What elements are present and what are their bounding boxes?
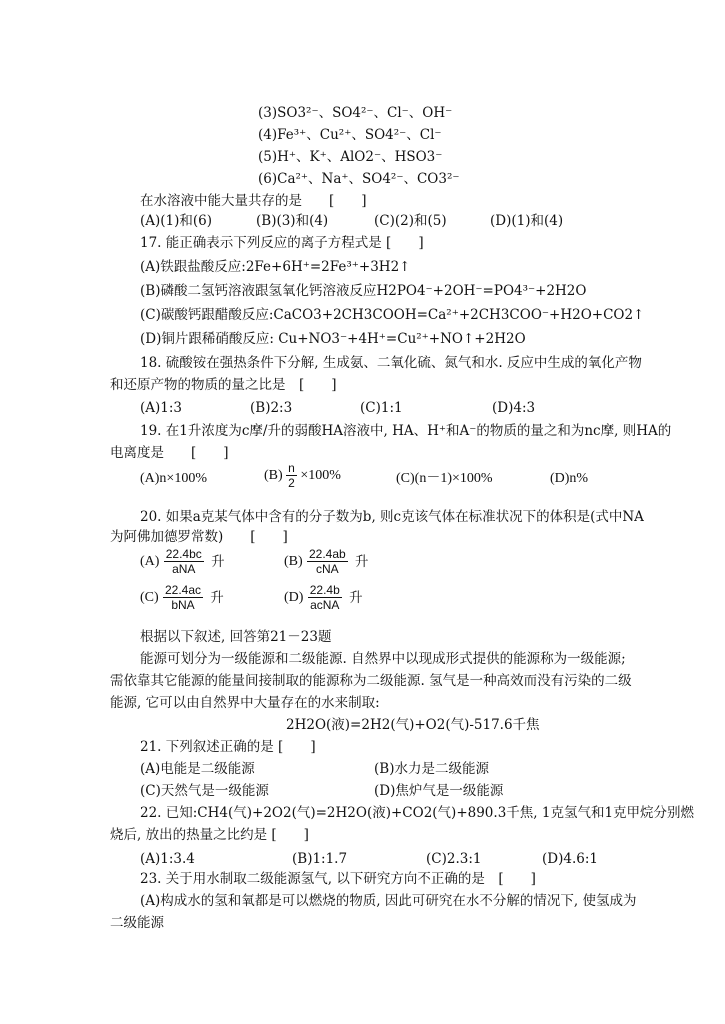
q19-option-b-tail: ×100% bbox=[300, 468, 341, 483]
passage-equation: 2H2O(液)=2H2(气)+O2(气)-517.6千焦 bbox=[286, 717, 540, 733]
q17-stem: 17. 能正确表示下列反应的离子方程式是 [ ] bbox=[140, 235, 424, 251]
q20-option-a-unit: 升 bbox=[211, 554, 225, 570]
passage-line2: 需依靠其它能源的能量间接制取的能源称为二级能源. 氢气是一种高效而没有污染的二级 bbox=[110, 673, 632, 689]
q21-option-d: (D)焦炉气是一级能源 bbox=[374, 783, 504, 799]
q19-option-b-numerator: n bbox=[288, 461, 295, 475]
passage-intro: 根据以下叙述, 回答第21－23题 bbox=[140, 629, 332, 645]
q20-option-c-unit: 升 bbox=[210, 590, 224, 606]
q17-option-a: (A)铁跟盐酸反应:2Fe+6H⁺=2Fe³⁺+3H2↑ bbox=[140, 259, 411, 275]
q20-stem-line1: 20. 如果a克某气体中含有的分子数为b, 则c克该气体在标准状况下的体积是(式中NA bbox=[140, 509, 644, 525]
q18-option-c: (C)1:1 bbox=[360, 400, 403, 416]
q20-option-b-unit: 升 bbox=[354, 554, 369, 570]
q18-stem-line2: 和还原产物的物质的量之比是 [ ] bbox=[110, 377, 337, 393]
q20-stem-line2: 为阿佛加德罗常数) [ ] bbox=[110, 529, 288, 545]
q16-question: 在水溶液中能大量共存的是 [ ] bbox=[140, 193, 367, 209]
q20-option-c-label: (C) bbox=[140, 590, 159, 605]
q18-stem-line1: 18. 硫酸铵在强热条件下分解, 生成氨、二氧化硫、氮气和水. 反应中生成的氧化产物 bbox=[140, 355, 642, 371]
q19-option-b bbox=[264, 462, 341, 490]
q21-option-a: (A)电能是二级能源 bbox=[140, 761, 255, 777]
q19-option-b-label: (B) bbox=[264, 468, 283, 483]
q19-option-b-fraction bbox=[286, 462, 297, 490]
q23-stem: 23. 关于用水制取二级能源氢气, 以下研究方向不正确的是 [ ] bbox=[140, 871, 536, 887]
q17-option-d: (D)铜片跟稀硝酸反应: Cu+NO3⁻+4H⁺=Cu²⁺+NO↑+2H2O bbox=[140, 331, 526, 347]
q20-option-d-fraction bbox=[308, 584, 342, 612]
q22-stem-line1: 22. 已知:CH4(气)+2O2(气)=2H2O(液)+CO2(气)+890.3千焦, 1克氢气和1克甲烷分别燃 bbox=[140, 805, 695, 821]
q22-option-b: (B)1:1.7 bbox=[292, 851, 348, 867]
q20-option-a-label: (A) bbox=[140, 554, 160, 569]
q18-option-d: (D)4:3 bbox=[492, 400, 536, 416]
q16-option-a: (A)(1)和(6) bbox=[140, 213, 213, 229]
passage-line1: 能源可划分为一级能源和二级能源. 自然界中以现成形式提供的能源称为一级能源; bbox=[140, 651, 626, 667]
ion-set-3: (3)SO3²⁻、SO4²⁻、Cl⁻、OH⁻ bbox=[258, 105, 453, 121]
q20-option-b-numerator: 22.4ab bbox=[308, 547, 346, 561]
q23-option-a-line1: (A)构成水的氢和氧都是可以燃烧的物质, 因此可研究在水不分解的情况下, 使氢成为 bbox=[140, 893, 637, 909]
q16-option-c: (C)(2)和(5) bbox=[374, 213, 447, 229]
q20-option-d-unit: 升 bbox=[349, 590, 363, 606]
q20-option-b-label: (B) bbox=[284, 554, 303, 569]
q19-stem-line2: 电离度是 [ ] bbox=[110, 445, 229, 461]
q20-option-b-fraction bbox=[307, 548, 348, 576]
q20-option-a-numerator: 22.4bc bbox=[165, 547, 202, 561]
q19-option-b-denominator: 2 bbox=[288, 476, 295, 490]
q20-option-b bbox=[284, 548, 368, 576]
q19-option-a: (A)n×100% bbox=[140, 471, 207, 486]
q23-option-a-line2: 二级能源 bbox=[110, 915, 164, 931]
q22-option-a: (A)1:3.4 bbox=[140, 851, 195, 867]
q22-option-d: (D)4.6:1 bbox=[542, 851, 598, 867]
ion-set-6: (6)Ca²⁺、Na⁺、SO4²⁻、CO3²⁻ bbox=[258, 171, 460, 187]
q20-option-d bbox=[284, 584, 363, 612]
q19-stem-line1: 19. 在1升浓度为c摩/升的弱酸HA溶液中, HA、H⁺和A⁻的物质的量之和为nc摩, 则HA的 bbox=[140, 423, 672, 439]
q21-stem: 21. 下列叙述正确的是 [ ] bbox=[140, 739, 316, 755]
q20-option-d-numerator: 22.4b bbox=[309, 583, 340, 597]
ion-set-5: (5)H⁺、K⁺、AlO2⁻、HSO3⁻ bbox=[258, 149, 443, 165]
q18-option-b: (B)2:3 bbox=[250, 400, 293, 416]
q20-option-d-label: (D) bbox=[284, 590, 304, 605]
q20-option-c-numerator: 22.4ac bbox=[164, 583, 201, 597]
q21-option-c: (C)天然气是一级能源 bbox=[140, 783, 269, 799]
q16-option-d: (D)(1)和(4) bbox=[490, 213, 564, 229]
q19-option-d: (D)n% bbox=[550, 471, 589, 486]
q20-option-a-fraction bbox=[164, 548, 204, 576]
q22-stem-line2: 烧后, 放出的热量之比约是 [ ] bbox=[110, 827, 309, 843]
q20-option-a bbox=[140, 548, 225, 576]
q16-option-b: (B)(3)和(4) bbox=[256, 213, 329, 229]
q17-option-b: (B)磷酸二氢钙溶液跟氢氧化钙溶液反应H2PO4⁻+2OH⁻=PO4³⁻+2H2O bbox=[140, 283, 587, 299]
ion-set-4: (4)Fe³⁺、Cu²⁺、SO4²⁻、Cl⁻ bbox=[258, 127, 442, 143]
q22-option-c: (C)2.3:1 bbox=[426, 851, 482, 867]
q21-option-b: (B)水力是二级能源 bbox=[374, 761, 489, 777]
q20-option-b-denominator: cNA bbox=[315, 562, 339, 576]
passage-line3: 能源, 它可以由自然界中大量存在的水来制取: bbox=[110, 695, 380, 711]
q17-option-c: (C)碳酸钙跟醋酸反应:CaCO3+2CH3COOH=Ca²⁺+2CH3COO⁻+H2O+CO2↑ bbox=[140, 307, 645, 323]
q19-option-c: (C)(n－1)×100% bbox=[396, 471, 493, 486]
q20-option-c bbox=[140, 584, 224, 612]
q20-option-d-denominator: acNA bbox=[310, 598, 340, 612]
q20-option-a-denominator: aNA bbox=[172, 562, 196, 576]
q18-option-a: (A)1:3 bbox=[140, 400, 183, 416]
q20-option-c-fraction bbox=[163, 584, 203, 612]
q20-option-c-denominator: bNA bbox=[171, 598, 195, 612]
